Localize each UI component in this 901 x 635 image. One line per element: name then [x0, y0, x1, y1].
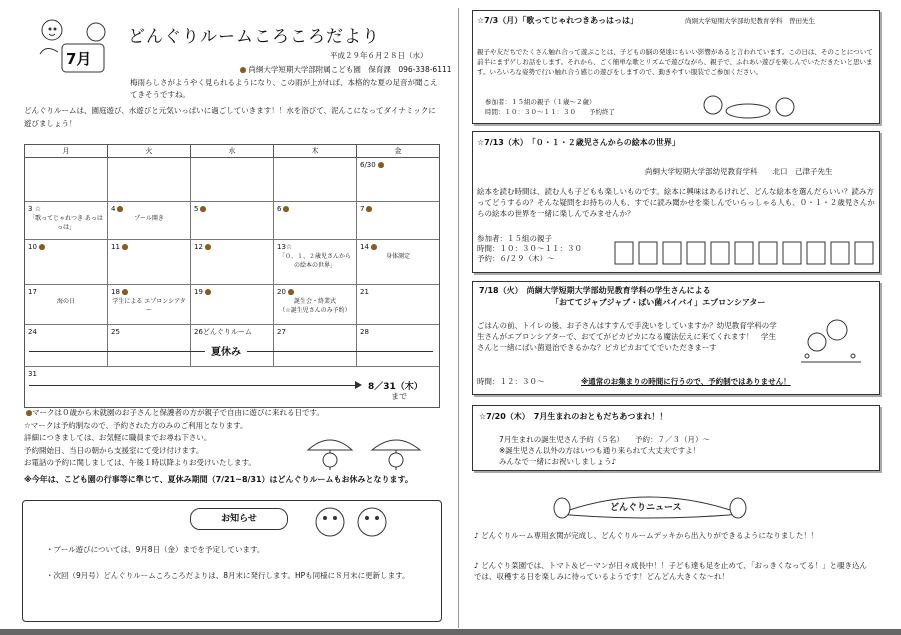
- acorn-icon: [122, 289, 128, 295]
- calendar: [24, 144, 440, 408]
- day-header-thu: 木: [274, 145, 357, 158]
- summer-vacation-label: 夏休み: [205, 343, 247, 358]
- calendar-cell: [108, 325, 191, 367]
- acorn-icon: [283, 206, 289, 212]
- announcement-title: お知らせ: [190, 508, 288, 530]
- summer-closure-notice: ※今年は、こども園の行事等に準じて、夏休み期間（7/21~8/31）はどんぐりルームもお休みとなります。: [24, 475, 413, 484]
- calendar-cell: [274, 158, 357, 202]
- event-body: 絵本を読む時間は、読む人も子どもも楽しいものです。絵本に興味はあるけれど、どんな絵本を選んだらいい？読み方ってどうするの？そんな疑問をお持ちの人も、すでに読み聞かせを楽しんでいらっしゃる人も、０・１・２歳児さんからの絵本の世界を一緒に楽しんでみませんか？: [477, 187, 875, 218]
- note-line: ☆マークは予約制なので、予約された方のみのご利用となります。: [24, 420, 248, 430]
- event-line: 7月生まれの誕生児さん予約（５名） 予約：７／３（月）～: [499, 435, 711, 444]
- arrow-head-icon: [355, 381, 362, 389]
- calendar-cell: [191, 158, 274, 202]
- day-header-wed: 水: [191, 145, 274, 158]
- event-label: 「０、１、２歳児さんからの絵本の世界」: [278, 253, 351, 269]
- note-line: マークは０歳から未就園のお子さんと保護者の方が親子で自由に遊びに来れる日です。: [32, 408, 324, 417]
- announcement-item: ・次回（9月号）どんぐりルームころころだよりは、8月末に発行します。HPも同様に８月末に更新します。: [46, 571, 410, 580]
- note-line: お電話の予約に関しましては、午後１時以降よりお受けいたします。: [24, 458, 256, 467]
- calendar-cell: [357, 202, 439, 240]
- calendar-cell: [108, 285, 191, 325]
- date-label: 6/30: [360, 161, 376, 169]
- event-label: 学生による エプロンシアター: [112, 298, 186, 314]
- calendar-cell: [108, 158, 191, 202]
- issue-date: 平成２９年６月２８日（水）: [330, 51, 428, 60]
- summer-end-label: 8／31（木）: [368, 382, 423, 392]
- event-box-7-20: [472, 405, 880, 471]
- calendar-cell: [191, 202, 274, 240]
- calendar-cell: [191, 240, 274, 285]
- event-body: 親子や友だちでたくさん触れ合って遊ぶことは、子どもの脳の発達にもいい影響があると言われています。この日は、そのことについて前半にまずゲしお話をします。それから、ごく簡単な歌とリズムで遊びながら、親子で、ふれあい遊びを楽しんでいただきたいと思います。いろいろな姿勢で行い触れ合う感じの遊びをしますので、動きやすい服装でご参加ください。: [477, 48, 873, 76]
- calendar-cell: [191, 285, 274, 325]
- summer-end-label-2: まで: [391, 392, 407, 401]
- event-label: 誕生会・終業式: [293, 298, 336, 305]
- event-line: みんなで一緒にお祝いしましょう♪: [499, 457, 617, 466]
- column-divider: [458, 8, 459, 628]
- event-title: ☆7/20（木） 7月生まれのおともだちあつまれ！！: [479, 412, 668, 421]
- event-box-7-18: [472, 281, 880, 395]
- acorn-icon: [366, 206, 372, 212]
- acorn-icon: [122, 244, 128, 250]
- date-label: 11: [111, 243, 120, 251]
- date-label: 25: [111, 328, 120, 336]
- calendar-cell: [274, 202, 357, 240]
- event-note: （☆誕生児さんのみ予約）: [279, 307, 351, 314]
- event-time: 時間：１２：３０～: [477, 377, 545, 386]
- calendar-cell: [108, 202, 191, 240]
- date-label: 3: [28, 205, 33, 213]
- organization-text: 尚絅大学短期大学部附属こども園 保育課 096-338-6111: [248, 65, 452, 74]
- calendar-cell: [25, 158, 108, 202]
- acorn-icon: [205, 244, 211, 250]
- picture-books-illustration: [613, 238, 875, 266]
- date-label: 24: [28, 328, 37, 336]
- event-time: 時間：１０：３０～１１：３０ 予約終了: [485, 108, 615, 116]
- organization-line: [238, 64, 452, 75]
- date-label: 4: [111, 205, 116, 213]
- event-label: 海の日: [56, 298, 75, 305]
- calendar-cell: [357, 240, 439, 285]
- acorn-icon: [240, 67, 246, 73]
- acorn-icon: [117, 206, 123, 212]
- date-label: 26どんぐりルーム: [194, 328, 252, 336]
- date-label: 27: [277, 328, 286, 336]
- note-line: 予約開始日、当日の朝から支援室にて受け付けます。: [24, 445, 204, 455]
- event-title: ☆7/13（木） 「０・１・２歳児さんからの絵本の世界」: [477, 138, 680, 147]
- event-label: 「歌ってじゃれつき あっはっは」: [29, 215, 103, 231]
- event-participants: 参加者：１５組の親子: [477, 234, 552, 243]
- page-title: どんぐりルームころころだより: [128, 27, 380, 47]
- date-label: 14: [360, 243, 369, 251]
- date-label: 28: [360, 328, 369, 336]
- date-label: 6: [277, 205, 282, 213]
- event-title: ☆7/3（月）「歌ってじゃれつきあっはっは」: [477, 16, 638, 25]
- acorn-icon: [205, 289, 211, 295]
- event-box-7-13: [472, 131, 880, 273]
- children-playing-illustration: [693, 91, 813, 121]
- news-item: ♪ どんぐりルーム専用玄関が完成し、どんぐりルームデッキから出入りができるようになりました！！: [474, 531, 819, 540]
- acorn-icon: [200, 206, 206, 212]
- date-label: 13☆: [277, 243, 293, 251]
- intro-text-2: どんぐりルームは、園庭遊び、水遊びと元気いっぱいに過ごしていきます！！水を浴びて、泥んこになってダイナミックに遊びましょう！: [24, 106, 436, 128]
- handwashing-illustration: [791, 312, 871, 370]
- calendar-cell: [274, 325, 357, 367]
- date-label: 21: [360, 288, 369, 296]
- calendar-cell: [108, 240, 191, 285]
- event-title: 7/18（火） 尚絅大学短期大学部幼児教育学科の学生さんによる: [479, 286, 711, 295]
- intro-text: 梅雨らしさがようやく見られるようになり、この雨が上がれば、本格的な夏の足音が聞こえてきそうですね。: [130, 78, 438, 99]
- event-line: ※誕生児さん以外の方はいつも通り来られて大丈夫ですよ！: [499, 446, 701, 455]
- calendar-cell: [25, 285, 108, 325]
- event-presenter: 尚絅大学短期大学部幼児教育学科 曽田先生: [685, 17, 815, 25]
- acorn-icon: [39, 244, 45, 250]
- date-label: 5: [194, 205, 199, 213]
- announcement-item: ・プール遊びについては、9月8日（金）までを予定しています。: [46, 545, 265, 554]
- frog-illustration: [310, 500, 400, 540]
- umbrella-children-illustration: [300, 428, 440, 474]
- event-label: 身体測定: [385, 253, 410, 260]
- date-label: 20: [277, 288, 286, 296]
- day-header-tue: 火: [108, 145, 191, 158]
- acorn-icon: [288, 289, 294, 295]
- event-time: 時間：１０：３０～１１：３０: [477, 244, 582, 253]
- bottom-border: [0, 629, 901, 635]
- acorn-icon: [371, 244, 377, 250]
- date-label: 10: [28, 243, 37, 251]
- event-presenter: 尚絅大学短期大学部幼児教育学科 北口 己津子先生: [645, 167, 833, 176]
- calendar-cell: [274, 285, 357, 325]
- summer-arrow-line-2: [29, 385, 355, 386]
- date-label: 19: [194, 288, 203, 296]
- day-header-fri: 金: [357, 145, 439, 158]
- calendar-cell: [357, 325, 439, 367]
- month-badge-label: 7月: [66, 50, 92, 68]
- event-subtitle: 「おててジャブジャブ・ばい菌バイバイ」エプロンシアター: [551, 298, 766, 307]
- event-participants: 参加者：１５組の親子（１歳～２歳）: [485, 98, 596, 106]
- calendar-cell: [25, 240, 108, 285]
- date-label: 7: [360, 205, 365, 213]
- note-line: 詳細につきましては、お気軽に職員までお尋ね下さい。: [24, 433, 212, 442]
- reservation-star-icon: ☆: [34, 205, 41, 213]
- calendar-cell: [274, 240, 357, 285]
- date-label: 12: [194, 243, 203, 251]
- news-title: どんぐりニュース: [610, 503, 682, 513]
- date-label: 31: [28, 370, 37, 378]
- event-body: ごはんの前、トイレの後、お子さんはすすんで手洗いをしていますか？幼児教育学科の学生さんがエプロンシアターで、おててがピカピカになる魔法伝えに来てくれます！ 学生さんと一緒にばい菌退治できるかな？ピカピカおててでいただきまーす: [477, 321, 777, 352]
- date-label: 17: [28, 288, 37, 296]
- day-header-mon: 月: [25, 145, 108, 158]
- calendar-cell: [357, 285, 439, 325]
- acorn-icon: [378, 162, 384, 168]
- event-reservation: 予約：６/２９（木）～: [477, 254, 555, 263]
- calendar-cell: [357, 158, 439, 202]
- event-notice: ※通常のお集まりの時間に行うので、予約制ではありません！: [581, 377, 791, 386]
- event-box-7-3: [472, 10, 880, 124]
- news-item: ♪ どんぐり菜園では、トマト＆ピーマンが日々成長中！！子ども達も足を止めて、「おっきくなってる！」と覗き込んでは、収穫する日を楽しみに待っているようです！どんどん大きくな～れ！: [474, 561, 867, 581]
- event-label: プール開き: [134, 215, 164, 222]
- calendar-cell: [25, 202, 108, 240]
- calendar-cell: [25, 325, 108, 367]
- date-label: 18: [111, 288, 120, 296]
